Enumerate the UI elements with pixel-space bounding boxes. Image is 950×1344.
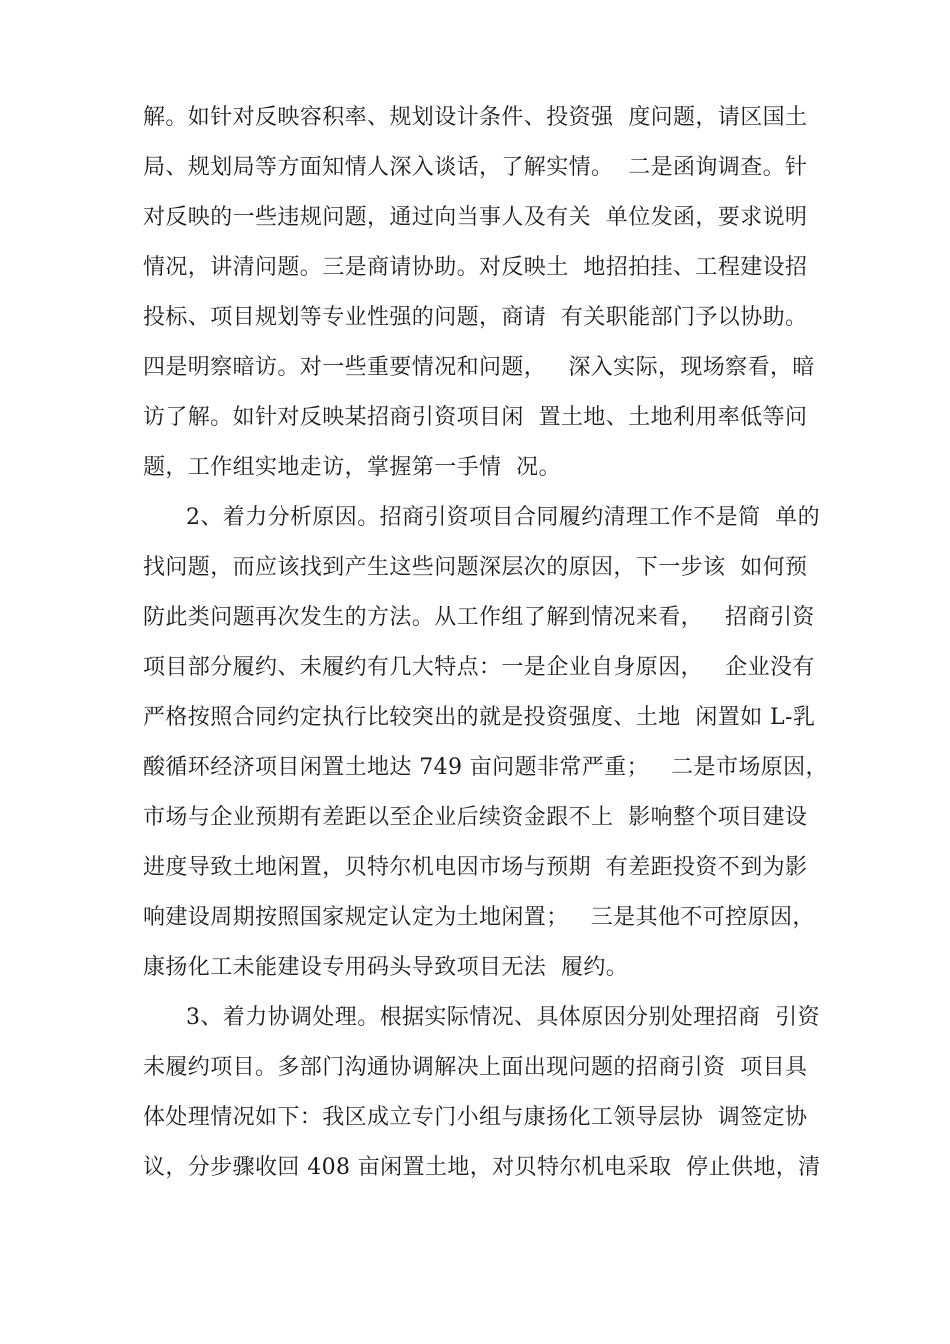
body-text-line: 项目部分履约、未履约有几大特点：一是企业自身原因， 企业没有 xyxy=(143,655,815,680)
body-text-line: 响建设周期按照国家规定认定为土地闲置； 三是其他不可控原因， xyxy=(143,905,815,930)
body-text-line: 投标、项目规划等专业性强的问题，商请 有关职能部门予以协助。 xyxy=(143,305,808,330)
body-text-line: 康扬化工未能建设专用码头导致项目无法 履约。 xyxy=(143,955,629,980)
body-text-line: 情况，讲清问题。三是商请协助。对反映土 地招拍挂、工程建设招 xyxy=(143,255,808,280)
body-text-line: 找问题，而应该找到产生这些问题深层次的原因，下一步该 如何预 xyxy=(143,555,808,580)
body-text-line: 解。如针对反映容积率、规划设计条件、投资强 度问题，请区国土 xyxy=(143,105,808,130)
body-text-line: 严格按照合同约定执行比较突出的就是投资强度、土地 闲置如 L-乳 xyxy=(143,705,816,730)
body-text-line: 市场与企业预期有差距以至企业后续资金跟不上 影响整个项目建设 xyxy=(143,805,808,830)
body-text-line: 对反映的一些违规问题，通过向当事人及有关 单位发函，要求说明 xyxy=(143,205,808,230)
body-text-line: 未履约项目。多部门沟通协调解决上面出现问题的招商引资 项目具 xyxy=(143,1055,808,1080)
body-text-line: 题，工作组实地走访，掌握第一手情 况。 xyxy=(143,455,561,480)
body-text-line: 体处理情况如下：我区成立专门小组与康扬化工领导层协 调签定协 xyxy=(143,1105,808,1130)
body-text-line: 进度导致土地闲置，贝特尔机电因市场与预期 有差距投资不到为影 xyxy=(143,855,808,880)
body-text-line: 防此类问题再次发生的方法。从工作组了解到情况来看， 招商引资 xyxy=(143,605,815,630)
body-text-line: 议，分步骤收回 408 亩闲置土地，对贝特尔机电采取 停止供地，清 xyxy=(143,1155,821,1180)
body-text-line: 局、规划局等方面知情人深入谈话，了解实情。 二是函询调查。针 xyxy=(143,155,808,180)
body-text-line: 四是明察暗访。对一些重要情况和问题， 深入实际，现场察看，暗 xyxy=(143,355,815,380)
body-text-line: 酸循环经济项目闲置土地达 749 亩问题非常严重； 二是市场原因， xyxy=(143,755,828,780)
paragraph-first-line: 3、着力协调处理。根据实际情况、具体原因分别处理招商 引资 xyxy=(186,1005,820,1030)
body-text-line: 访了解。如针对反映某招商引资项目闲 置土地、土地利用率低等问 xyxy=(143,405,808,430)
paragraph-first-line: 2、着力分析原因。招商引资项目合同履约清理工作不是简 单的 xyxy=(186,505,820,530)
